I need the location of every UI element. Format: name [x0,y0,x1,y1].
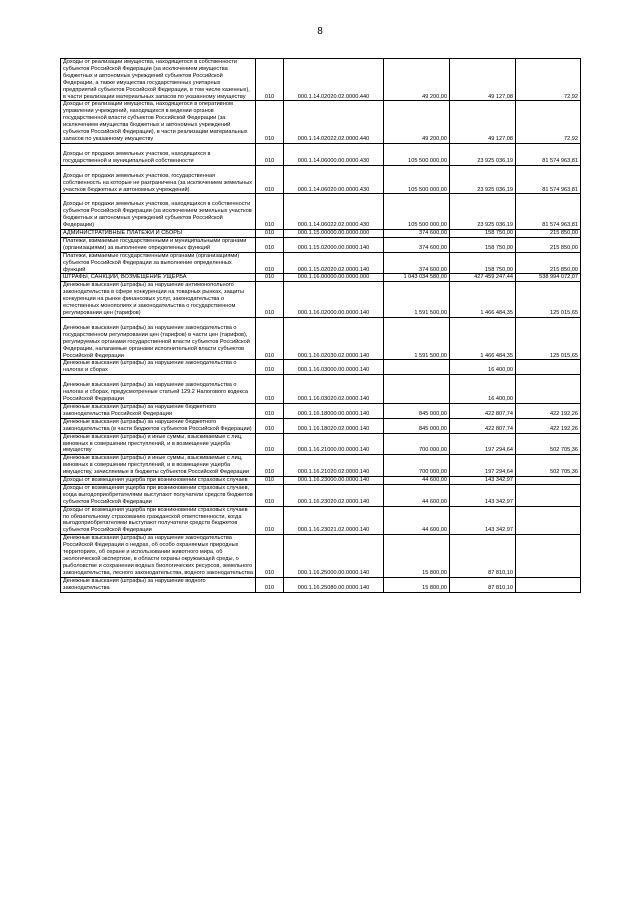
row-budget-code: 000.1.16.23021.02.0000.140 [284,506,384,535]
row-budget-code: 000.1.16.23020.02.0000.140 [284,484,384,506]
row-description: Доходы от возмещения ущерба при возникновении страховых случаев, когда выгодоприобретателями выступают получатели средств бюджетов субъектов Российской Федерации [61,484,256,506]
row-executed-amount: 23 925 036,19 [450,194,516,230]
row-description: Денежные взыскания (штрафы) за нарушение водного законодательства [61,577,256,592]
row-budget-code: 000.1.16.25080.00.0000.140 [284,577,384,592]
row-budget-code: 000.1.16.21020.02.0000.140 [284,455,384,477]
row-executed-amount: 427 459 247,44 [450,274,516,282]
row-remaining-amount: 125 015,65 [516,317,581,360]
row-budget-code: 000.1.14.06022.02.0000.430 [284,194,384,230]
table-row [61,143,581,165]
row-description: Денежные взыскания (штрафы) за нарушение законодательства Российской Федерации о недрах, об особо охраняемых природных территориях, об охране и использовании животного мира, об экологической экспертизе, в области охраны окружающей среды, о рыболовстве и сохранении водных биологических ресурсов, земельного законодательства, лесного законодательства, водного законодательства [61,535,256,577]
row-remaining-amount: 422 192,26 [516,418,581,433]
row-remaining-amount: 538 994 072,07 [516,274,581,282]
row-approved-amount: 44 600,00 [384,506,450,535]
row-line-code: 010 [256,143,284,165]
row-remaining-amount: 72,92 [516,59,581,101]
table-row [61,237,581,252]
row-budget-code: 000.1.14.06000.00.0000.430 [284,143,384,165]
row-approved-amount: 700 000,00 [384,455,450,477]
table-row [61,252,581,274]
row-remaining-amount: 502 705,36 [516,433,581,455]
row-line-code: 010 [256,418,284,433]
row-approved-amount: 44 600,00 [384,484,450,506]
row-budget-code: 000.1.16.25000.00.0000.140 [284,535,384,577]
row-budget-code: 000.1.14.02022.02.0000.440 [284,101,384,143]
row-executed-amount: 87 810,10 [450,577,516,592]
table-row [61,433,581,455]
row-line-code: 010 [256,484,284,506]
row-approved-amount: 49 200,00 [384,101,450,143]
row-remaining-amount [516,477,581,485]
row-budget-code: 000.1.16.00000.00.0000.000 [284,274,384,282]
table-row [61,375,581,404]
row-remaining-amount [516,535,581,577]
row-line-code: 010 [256,506,284,535]
row-executed-amount: 197 294,64 [450,455,516,477]
row-line-code: 010 [256,252,284,274]
row-approved-amount: 374 600,00 [384,237,450,252]
row-executed-amount: 197 294,64 [450,433,516,455]
table-row [61,577,581,592]
row-approved-amount: 1 591 500,00 [384,317,450,360]
row-approved-amount: 374 600,00 [384,252,450,274]
row-line-code: 010 [256,230,284,238]
row-line-code: 010 [256,317,284,360]
row-executed-amount: 16 400,00 [450,375,516,404]
row-budget-code: 000.1.16.18000.00.0000.140 [284,403,384,418]
row-executed-amount: 143 342,97 [450,484,516,506]
row-line-code: 010 [256,237,284,252]
table-row [61,418,581,433]
table-row [61,477,581,485]
row-executed-amount: 49 127,08 [450,101,516,143]
row-remaining-amount: 215 850,00 [516,230,581,238]
row-executed-amount: 23 925 036,19 [450,165,516,194]
row-budget-code: 000.1.16.02000.00.0000.140 [284,282,384,318]
row-remaining-amount [516,484,581,506]
row-line-code: 010 [256,403,284,418]
table-row [61,101,581,143]
table-row [61,194,581,230]
row-budget-code: 000.1.16.03000.00.0000.140 [284,360,384,375]
row-line-code: 010 [256,282,284,318]
row-executed-amount: 23 925 036,19 [450,143,516,165]
row-line-code: 010 [256,194,284,230]
row-description: Доходы от возмещения ущерба при возникновении страховых случаев по обязательному страхованию гражданской ответственности, когда выгодоприобретателями выступают получатели средств бюджетов субъектов Российской Федерации [61,506,256,535]
table-row [61,274,581,282]
row-line-code: 010 [256,59,284,101]
row-line-code: 010 [256,433,284,455]
row-budget-code: 000.1.16.23000.00.0000.140 [284,477,384,485]
row-approved-amount: 44 600,00 [384,477,450,485]
revenue-table-body [61,59,581,593]
row-remaining-amount: 422 192,26 [516,403,581,418]
row-executed-amount: 422 807,74 [450,403,516,418]
row-executed-amount: 158 750,00 [450,230,516,238]
row-line-code: 010 [256,477,284,485]
row-executed-amount: 16 400,00 [450,360,516,375]
row-description: Платежи, взимаемые государственными органами (организациями) субъектов Российской Федерации за выполнение определенных функций [61,252,256,274]
row-line-code: 010 [256,455,284,477]
row-description: Доходы от реализации имущества, находящегося в оперативном управлении учреждений, находящихся в ведении органов государственной власти субъектов Российской Федерации (за исключением имущества бюджетных и автономных учреждений субъектов Российской Федерации), в части реализации материальных запасов по указанному имуществу [61,101,256,143]
row-description: Денежные взыскания (штрафы) за нарушение законодательства о налогах и сборах [61,360,256,375]
row-line-code: 010 [256,101,284,143]
row-approved-amount: 49 200,00 [384,59,450,101]
table-row [61,455,581,477]
row-remaining-amount: 72,92 [516,101,581,143]
row-remaining-amount: 215 850,00 [516,252,581,274]
table-row [61,506,581,535]
row-remaining-amount: 502 705,36 [516,455,581,477]
row-description: Денежные взыскания (штрафы) и иные суммы, взыскиваемые с лиц, виновных в совершении преступлений, и в возмещение ущерба имуществу, зачисляемые в бюджеты субъектов Российской Федерации [61,455,256,477]
row-description: Денежные взыскания (штрафы) за нарушение антимонопольного законодательства в сфере конкуренции на товарных рынках, защиты конкуренции на рынке финансовых услуг, законодательства о естественных монополиях и законодательства о государственном регулировании цен (тарифов) [61,282,256,318]
row-remaining-amount [516,577,581,592]
row-executed-amount: 1 466 484,35 [450,317,516,360]
row-budget-code: 000.1.16.18020.02.0000.140 [284,418,384,433]
row-approved-amount: 374 600,00 [384,230,450,238]
table-row [61,317,581,360]
row-budget-code: 000.1.15.02000.00.0000.140 [284,237,384,252]
row-description: Доходы от реализации имущества, находящегося в собственности субъектов Российской Федерации (за исключением имущества бюджетных и автономных учреждений субъектов Российской Федерации, а также имущества государственных унитарных предприятий субъектов Российской Федерации, в том числе казенных), в части реализации материальных запасов по указанному имуществу [61,59,256,101]
row-executed-amount: 158 750,00 [450,237,516,252]
row-executed-amount: 49 127,08 [450,59,516,101]
row-description: Денежные взыскания (штрафы) за нарушение бюджетного законодательства Российской Федерации [61,403,256,418]
row-remaining-amount [516,506,581,535]
table-row [61,165,581,194]
table-row [61,230,581,238]
table-row [61,403,581,418]
row-description: Доходы от продажи земельных участков, находящихся в собственности субъектов Российской Федерации (за исключением земельных участков бюджетных и автономных учреждений субъектов Российской Федерации) [61,194,256,230]
row-description: ШТРАФЫ, САНКЦИИ, ВОЗМЕЩЕНИЕ УЩЕРБА [61,274,256,282]
row-approved-amount: 845 000,00 [384,418,450,433]
row-line-code: 010 [256,375,284,404]
row-approved-amount [384,375,450,404]
row-approved-amount: 105 500 000,00 [384,194,450,230]
row-approved-amount [384,360,450,375]
row-description: Доходы от продажи земельных участков, находящихся в государственной и муниципальной собственности [61,143,256,165]
page-number: 8 [317,26,323,37]
row-remaining-amount: 125 015,65 [516,282,581,318]
row-budget-code: 000.1.16.21000.00.0000.140 [284,433,384,455]
row-approved-amount: 700 000,00 [384,433,450,455]
row-approved-amount: 105 500 000,00 [384,165,450,194]
row-approved-amount: 1 591 500,00 [384,282,450,318]
row-approved-amount: 845 000,00 [384,403,450,418]
table-row [61,59,581,101]
row-line-code: 010 [256,577,284,592]
revenue-table [60,58,581,593]
table-row [61,282,581,318]
row-executed-amount: 87 810,10 [450,535,516,577]
row-executed-amount: 143 342,97 [450,506,516,535]
row-budget-code: 000.1.14.02020.02.0000.440 [284,59,384,101]
row-remaining-amount [516,360,581,375]
row-approved-amount: 15 800,00 [384,535,450,577]
row-line-code: 010 [256,165,284,194]
row-remaining-amount: 81 574 963,81 [516,165,581,194]
row-budget-code: 000.1.16.03020.02.0000.140 [284,375,384,404]
row-budget-code: 000.1.15.00000.00.0000.000 [284,230,384,238]
row-executed-amount: 1 466 484,35 [450,282,516,318]
row-approved-amount: 1 043 034 580,00 [384,274,450,282]
row-remaining-amount: 81 574 963,81 [516,194,581,230]
row-line-code: 010 [256,360,284,375]
row-line-code: 010 [256,274,284,282]
row-approved-amount: 15 800,00 [384,577,450,592]
row-description: Денежные взыскания (штрафы) за нарушение законодательства о налогах и сборах, предусмотренные статьей 129.2 Налогового кодекса Российской Федерации [61,375,256,404]
row-description: Доходы от продажи земельных участков, государственная собственность на которые не разграничена (за исключением земельных участков бюджетных и автономных учреждений) [61,165,256,194]
row-approved-amount: 105 500 000,00 [384,143,450,165]
row-description: Доходы от возмещения ущерба при возникновении страховых случаев [61,477,256,485]
row-executed-amount: 422 807,74 [450,418,516,433]
row-executed-amount: 143 342,97 [450,477,516,485]
row-budget-code: 000.1.15.02020.02.0000.140 [284,252,384,274]
row-description: Денежные взыскания (штрафы) за нарушение бюджетного законодательства (в части бюджетов субъектов Российской Федерации) [61,418,256,433]
row-remaining-amount: 215 850,00 [516,237,581,252]
row-executed-amount: 158 750,00 [450,252,516,274]
row-budget-code: 000.1.14.06020.00.0000.430 [284,165,384,194]
row-line-code: 010 [256,535,284,577]
row-description: Денежные взыскания (штрафы) и иные суммы, взыскиваемые с лиц, виновных в совершении преступлений, и в возмещение ущерба имуществу [61,433,256,455]
row-remaining-amount: 81 574 963,81 [516,143,581,165]
table-row [61,484,581,506]
row-remaining-amount [516,375,581,404]
row-description: Денежные взыскания (штрафы) за нарушение законодательства о государственном регулировании цен (тарифов) в части цен (тарифов), регулируемых органами государственной власти субъектов Российской Федерации, налагаемые органами исполнительной власти субъектов Российской Федерации [61,317,256,360]
table-row [61,360,581,375]
row-budget-code: 000.1.16.02030.02.0000.140 [284,317,384,360]
table-row [61,535,581,577]
row-description: АДМИНИСТРАТИВНЫЕ ПЛАТЕЖИ И СБОРЫ [61,230,256,238]
row-description: Платежи, взимаемые государственными и муниципальными органами (организациями) за выполнение определенных функций [61,237,256,252]
